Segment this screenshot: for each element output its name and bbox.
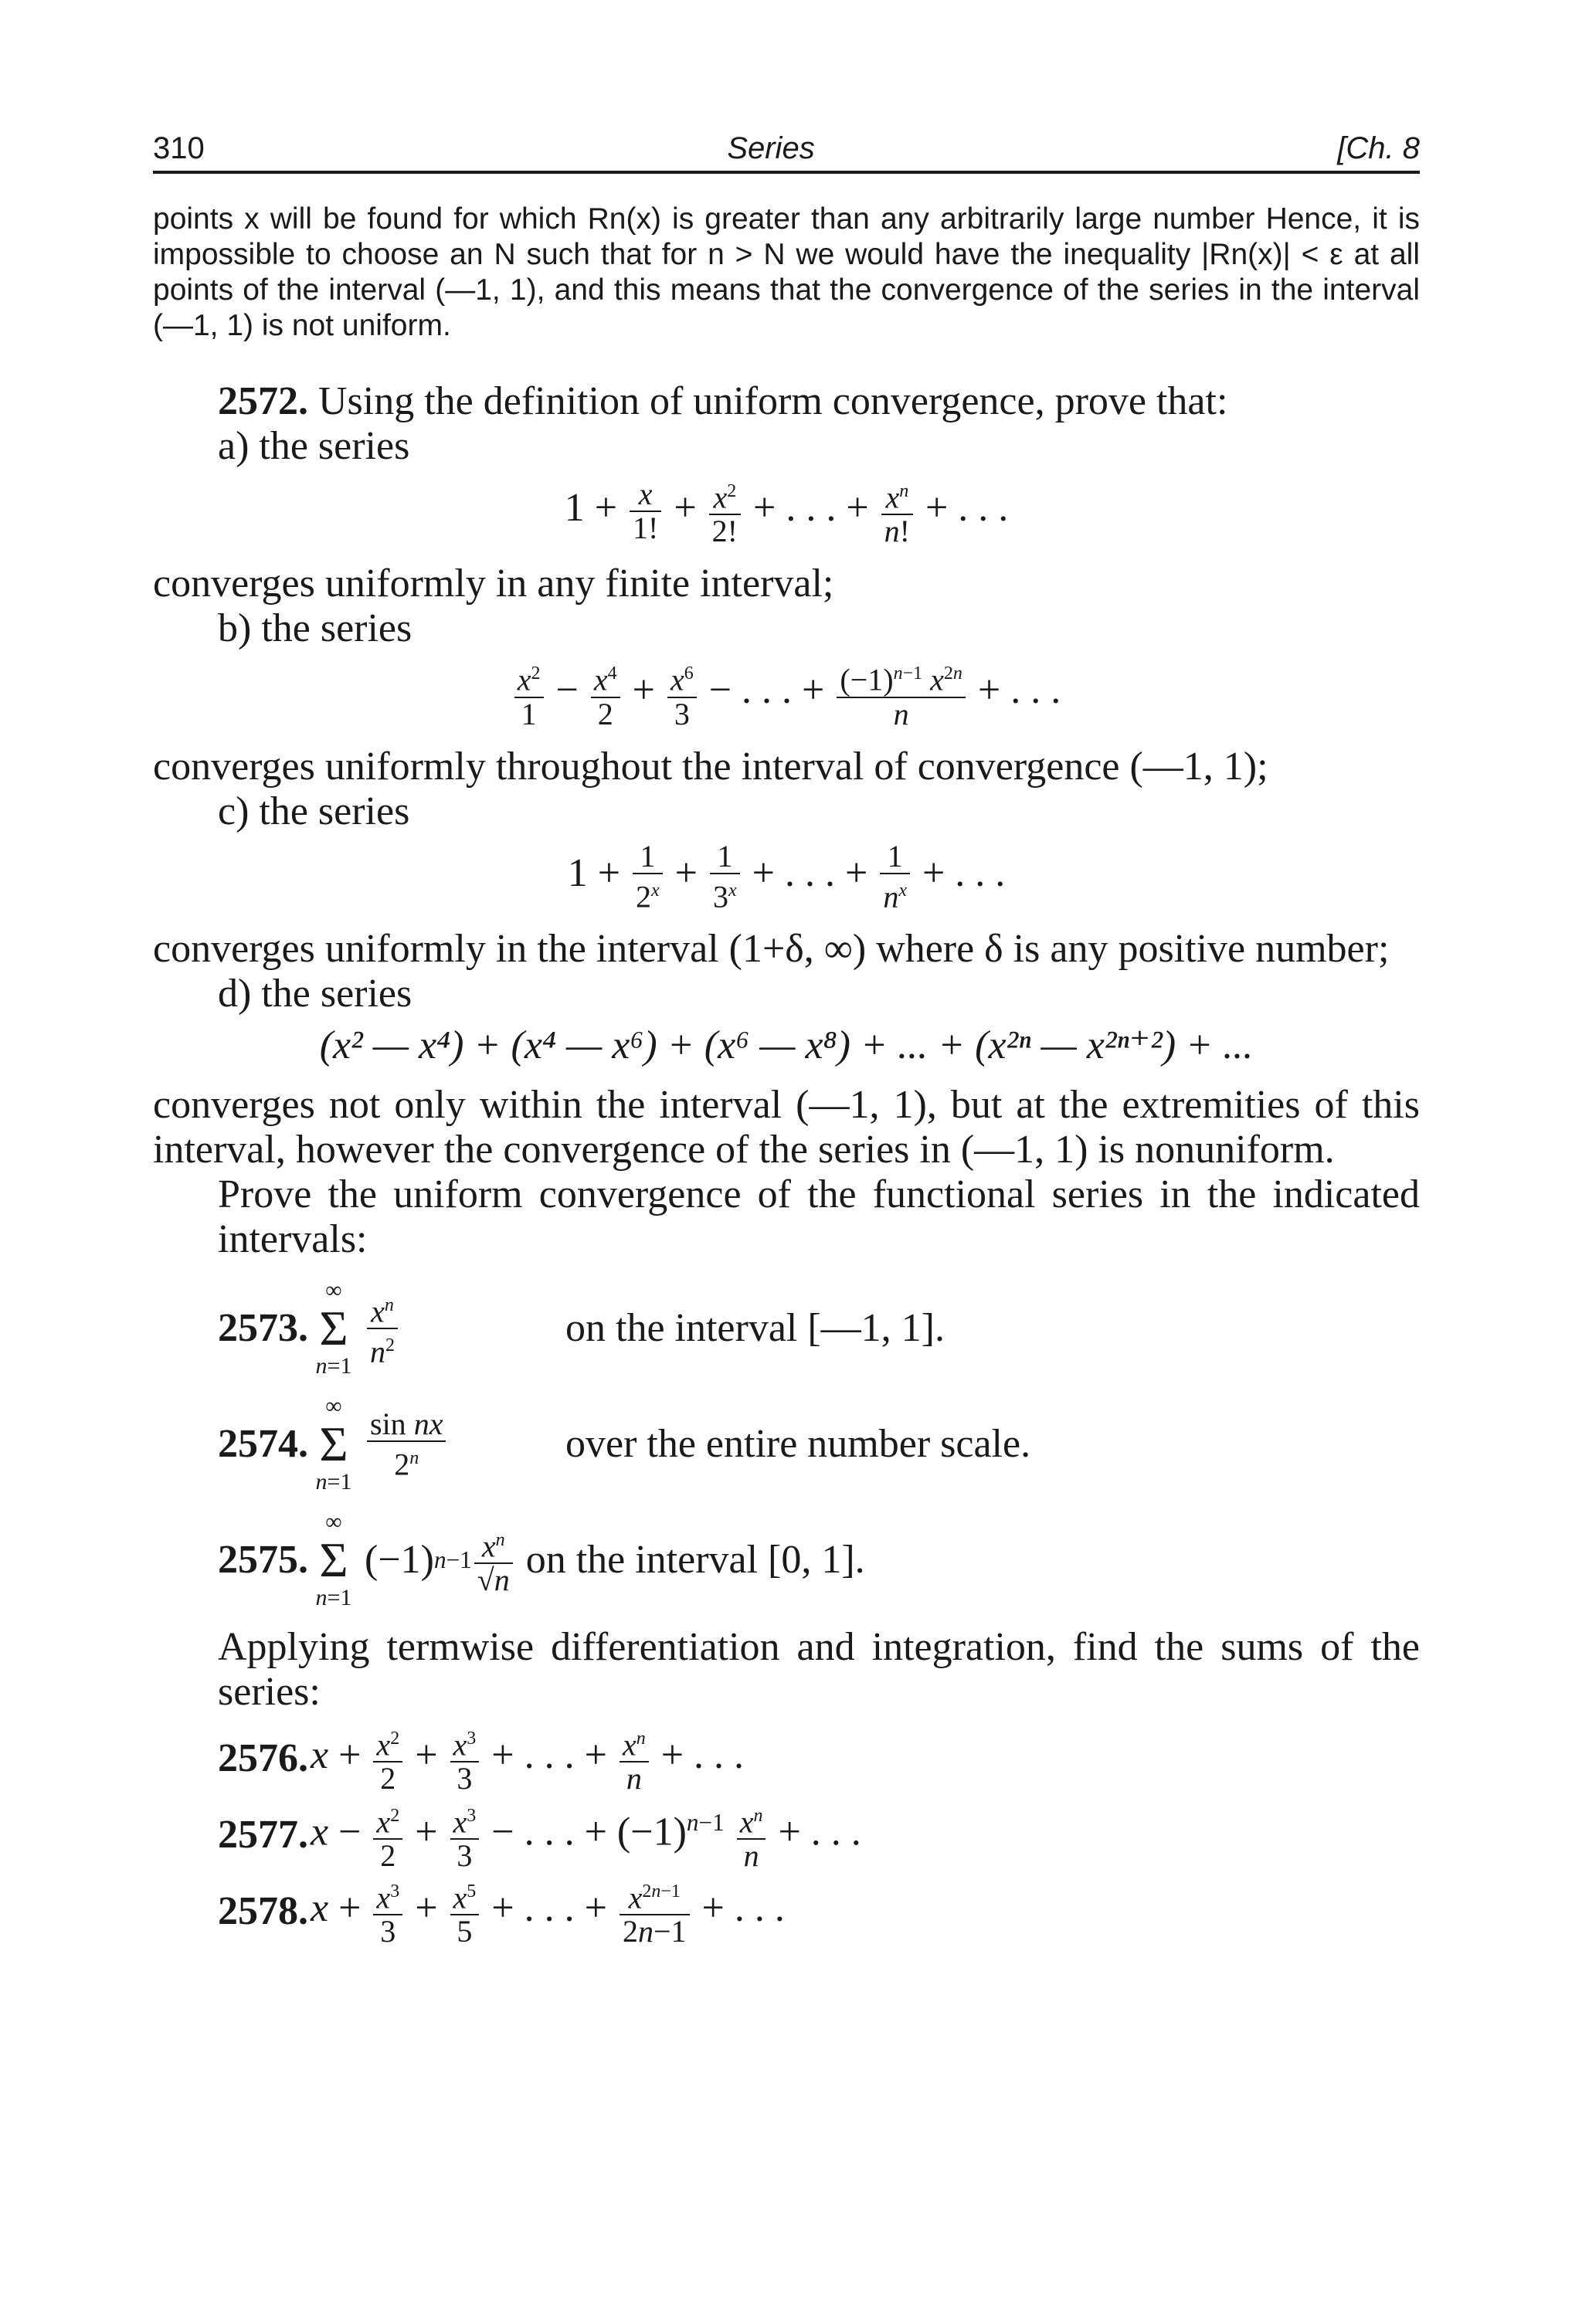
problem-2572 — [153, 379, 1420, 1262]
part-b-label: b) the series — [218, 606, 412, 651]
problem-2578-expr: x + $\frac{x^3}{3}$ + $\frac{x^5}{5}$ + . . . + $\frac{x^{2n-1}}{2n-1}$ + . . . — [311, 1875, 785, 1948]
sigma-symbol: ∞ Σ n=1 — [315, 1393, 352, 1494]
problem-description: over the entire number scale. — [565, 1421, 1031, 1466]
uniform-intro: Prove the uniform convergence of the functional series in the indicated intervals: — [218, 1172, 1420, 1261]
problem-2572-text: Using the definition of uniform convergence, prove that: — [318, 379, 1228, 423]
page-header — [153, 131, 1420, 174]
problem-2576-expr: x + $\frac{x^2}{2}$ + $\frac{x^3}{3}$ + . . . + $\frac{x^n}{n}$ + . . . — [311, 1722, 744, 1795]
problem-2574 — [153, 1393, 1420, 1495]
problem-2577 — [153, 1798, 1420, 1872]
part-b-after: converges uniformly throughout the interval of convergence (—1, 1); — [153, 744, 1268, 789]
part-a-label: a) the series — [218, 424, 410, 468]
part-c-label: c) the series — [218, 789, 410, 833]
problem-description: on the interval [0, 1]. — [525, 1537, 865, 1582]
problem-2573-expr: ∞ Σ n=1 $\frac{x^n}{n^2}$ — [311, 1277, 565, 1379]
problem-2572-number: 2572. — [218, 379, 308, 423]
termwise-intro — [153, 1625, 1420, 1715]
problem-2574-expr: ∞ Σ n=1 $\frac{\text{sin nx}}{2^n}$ — [311, 1393, 565, 1495]
chapter-label: [Ch. 8 — [1337, 131, 1420, 165]
problem-2575-expr: ∞ Σ n=1 (−1) n−1 $\frac{x^n}{√n}$ — [311, 1509, 515, 1611]
problem-2573 — [153, 1277, 1420, 1379]
page-number: 310 — [153, 131, 205, 165]
formula-b: $\frac{x^2}{1}$ − $\frac{x^4}{2}$ + $\frac{x^6}{3}$ − . . . + $\frac{(-1)^{n-1} x^{2n}}{n}$ + . . . — [153, 657, 1420, 730]
problems-uniform — [153, 1277, 1420, 1611]
problem-number: 2578. — [218, 1889, 308, 1934]
intro-paragraph: points x will be found for which Rn(x) is greater than any arbitrarily large number Hence, it is impossible to choose an N such that for n > N we would have the inequality |Rn(x)| < ε at all points of the interval (—1, 1), and this means that the convergence of the series in the interval (—1, 1) is not uniform. — [153, 202, 1420, 342]
problem-2576 — [153, 1722, 1420, 1795]
problem-number: 2576. — [218, 1736, 308, 1781]
part-a-after: converges uniformly in any finite interval; — [153, 561, 834, 606]
page — [153, 131, 1420, 1951]
termwise-intro-text: Applying termwise differentiation and integration, find the sums of the series: — [218, 1624, 1420, 1714]
problem-2578 — [153, 1875, 1420, 1948]
problem-2572-statement — [153, 379, 1420, 424]
problem-2575 — [153, 1509, 1420, 1611]
part-d-label: d) the series — [218, 971, 412, 1016]
problem-number: 2573. — [218, 1305, 308, 1350]
problem-number: 2577. — [218, 1813, 308, 1858]
sigma-symbol: ∞ Σ n=1 — [315, 1508, 352, 1610]
part-d-after: converges not only within the interval (—1, 1), but at the extremities of this interval, however the convergence of the series in (—1, 1) is nonuniform. — [153, 1082, 1420, 1172]
formula-c: 1 + $\frac{1}{2^x}$ + $\frac{1}{3^x}$ + . . . + $\frac{1}{n^x}$ + . . . — [567, 838, 1006, 914]
problems-sums — [153, 1722, 1420, 1948]
problem-2577-expr: x − $\frac{x^2}{2}$ + $\frac{x^3}{3}$ − . . . + $(-1)^{n-1}$ $\frac{x^n}{n}$ + . . . — [311, 1798, 861, 1872]
problem-number: 2574. — [218, 1421, 308, 1466]
section-title: Series — [727, 131, 815, 165]
formula-d: (x² — x⁴) + (x⁴ — x⁶) + (x⁶ — x⁸) + ... + (x²ⁿ — x²ⁿ⁺²) + ... — [319, 1023, 1254, 1067]
problem-number: 2575. — [218, 1537, 308, 1582]
sigma-symbol: ∞ Σ n=1 — [315, 1277, 352, 1379]
formula-a: 1 + $\frac{x}{1!}$ + $\frac{x^2}{2!}$ + . . . + $\frac{x^n}{n!}$ + . . . — [153, 475, 1420, 548]
part-c-after: converges uniformly in the interval (1+δ, ∞) where δ is any positive number; — [153, 926, 1390, 971]
problem-description: on the interval [—1, 1]. — [565, 1305, 945, 1350]
